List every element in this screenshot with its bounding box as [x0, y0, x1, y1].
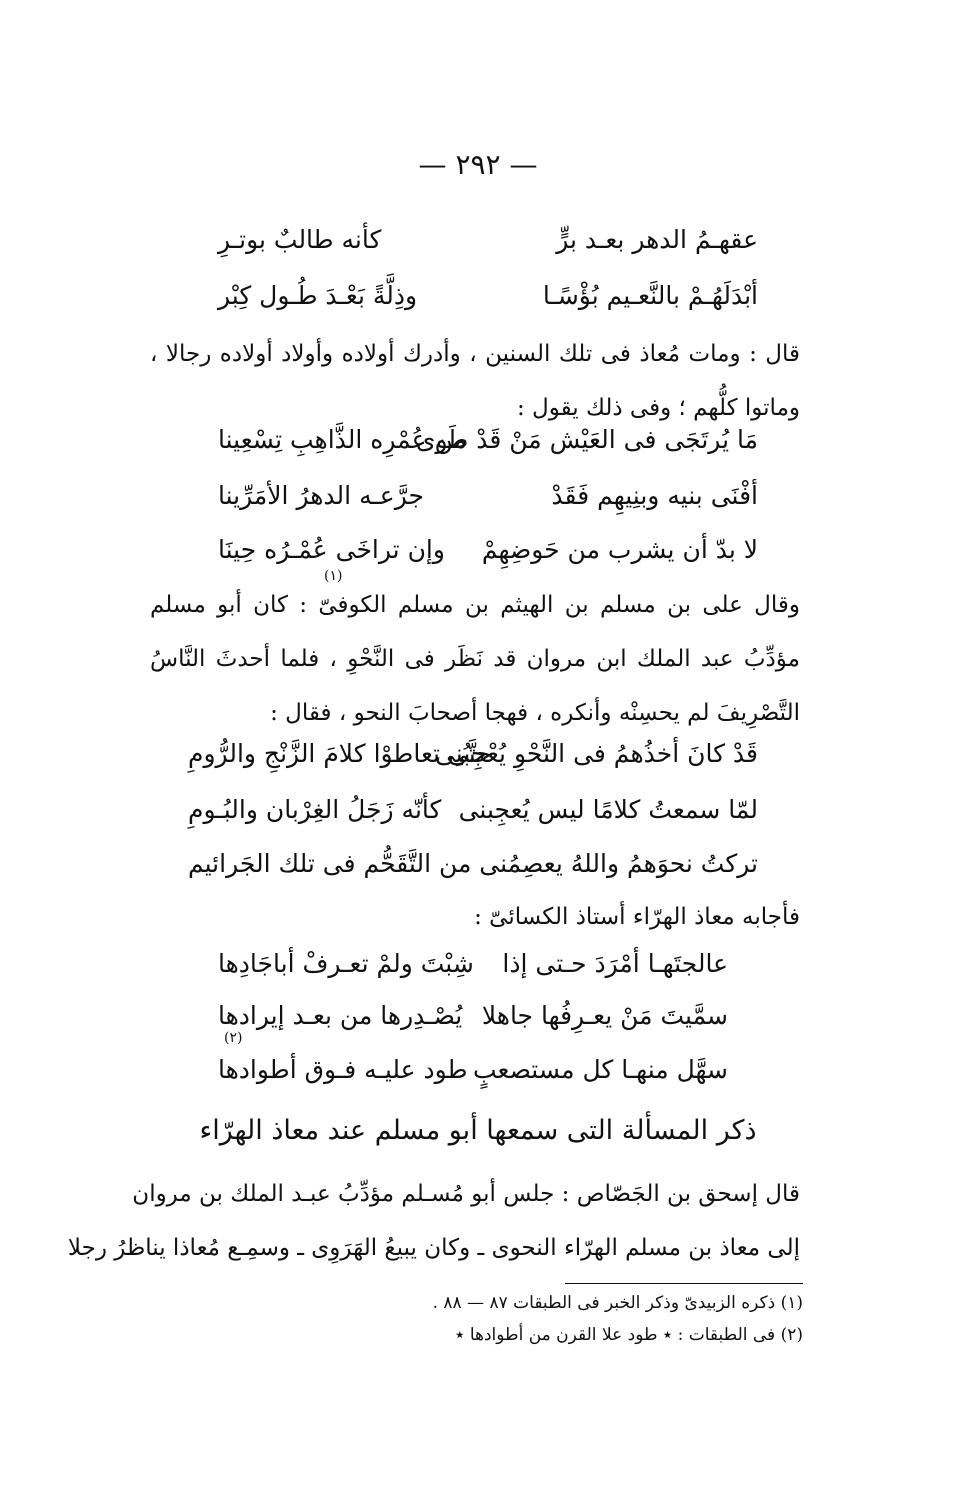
verse-second-hemistich: حتَّى تعاطوْا كلامَ الزَّنْجِ والرُّومِ [188, 739, 492, 768]
verse-line [218, 992, 728, 1040]
verse-second-hemistich: وذِلَّةً بَعْـدَ طُـول كِبْر [218, 281, 418, 310]
verse-second-hemistich: من التَّقَحُّم فى تلك الجَرائيم [188, 849, 472, 878]
section-heading: ذكر المسألة التى سمعها أبو مسلم عند معاذ الهرّاء [199, 1115, 757, 1146]
verse-second-hemistich: طود عليـه فـوق أطوادها [218, 1055, 468, 1084]
verse-first-hemistich: قَدْ كانَ أخذُهمُ فى النَّحْوِ يُعْجِبُنِى [434, 739, 758, 768]
verse-line [218, 940, 728, 988]
verse-first-hemistich: لا بدّ أن يشرب من حَوضِهِمْ [481, 535, 758, 564]
footnote-divider [565, 1283, 803, 1284]
prose-line: قال إسحق بن الجَصّاص : جلس أبو مُسـلم مؤدِّبُ عبـد الملك بن مروان [132, 1181, 800, 1207]
verse-first-hemistich: أفْنَى بنيه وبنِيهِم فَقَدْ [551, 481, 758, 510]
verse-line [188, 730, 758, 778]
verse-second-hemistich: يُصْـدِرها من بعـد إيرادها [218, 1001, 463, 1030]
verse-first-hemistich: سمَّيتَ مَنْ يعـرِفُها جاهلا [481, 1001, 728, 1030]
prose-line: إلى معاذ بن مسلم الهرّاء النحوى ـ وكان يبيعُ الهَرَوِى ـ وسمِـع مُعاذا يناظرُ رجلا [67, 1235, 800, 1261]
verse-second-hemistich: كأنّه زَجَلُ الغِرْبان والبُـومِ [188, 795, 442, 824]
verse-first-hemistich: عقهـمُ الدهر بعـد برٍّ [556, 225, 758, 254]
verse-line [188, 840, 758, 888]
page-number: — ٢٩٢ — [418, 148, 538, 181]
verse-second-hemistich: شِبْتَ ولمْ تعـرفْ أباجَادِها [218, 949, 474, 978]
verse-line [218, 272, 758, 320]
verse-second-hemistich: وإن تراخَى عُمْـرُه حِينَا [218, 535, 445, 564]
prose-paragraph: وقال على بن مسلم بن الهيثم بن مسلم الكوفىّ : كان أبو مسلم مؤدِّبُ عبد الملك ابن مروان قد نَظَر فى النَّحْوِ ، فلما أحدثَ النَّاسُ التَّصْرِيفَ لم يحسِنْه وأنكره ، فهجا أصحابَ النحو ، فقال : [150, 592, 800, 726]
verse-second-hemistich: جرَّعـه الدهرُ الأمَرِّينا [218, 481, 424, 510]
verse-line [218, 216, 758, 264]
verse-second-hemistich: كأنه طالبٌ بوتـرِ [218, 225, 382, 254]
verse-line [218, 416, 758, 464]
verse-first-hemistich: مَا يُرتَجَى فى العَيْش مَنْ قَدْ طَوى [415, 425, 758, 454]
verse-second-hemistich: من عُمْرِه الذَّاهِبِ تِسْعِينا [218, 425, 467, 454]
verse-line [218, 526, 758, 574]
prose-paragraph: قال : ومات مُعاذ فى تلك السنين ، وأدرك أولاده وأولاد أولاده رجالا ، وماتوا كلُّهم ؛ وفى ذلك يقول : [150, 341, 800, 421]
verse-first-hemistich: عالجتَهـا أمْرَدَ حـتى إذا [502, 949, 728, 978]
prose-line: فأجابه معاذ الهرّاء أستاذ الكسائىّ : [474, 904, 800, 930]
verse-first-hemistich: لمّا سمعتُ كلامًا ليس يُعجِبنى [458, 795, 758, 824]
footnote-marker: (٢) [224, 1030, 243, 1046]
footnote-marker: (١) [324, 568, 343, 584]
verse-first-hemistich: أبْدَلَهُـمْ بالنَّعـيم بُؤْسًـا [542, 281, 758, 310]
footnote: (١) ذكره الزبيدىّ وذكر الخبر فى الطبقات ٨٧ — ٨٨ . [432, 1293, 803, 1313]
verse-line [218, 1046, 728, 1094]
footnote: (٢) فى الطبقات : ٭ طود علا القرن من أطوادها ٭ [455, 1325, 803, 1345]
verse-line [188, 786, 758, 834]
verse-first-hemistich: تركتُ نحوَهمُ واللهُ يعصِمُنى [479, 849, 758, 878]
verse-first-hemistich: سهَّل منهـا كل مستصعبٍ [472, 1055, 728, 1084]
verse-line [218, 472, 758, 520]
